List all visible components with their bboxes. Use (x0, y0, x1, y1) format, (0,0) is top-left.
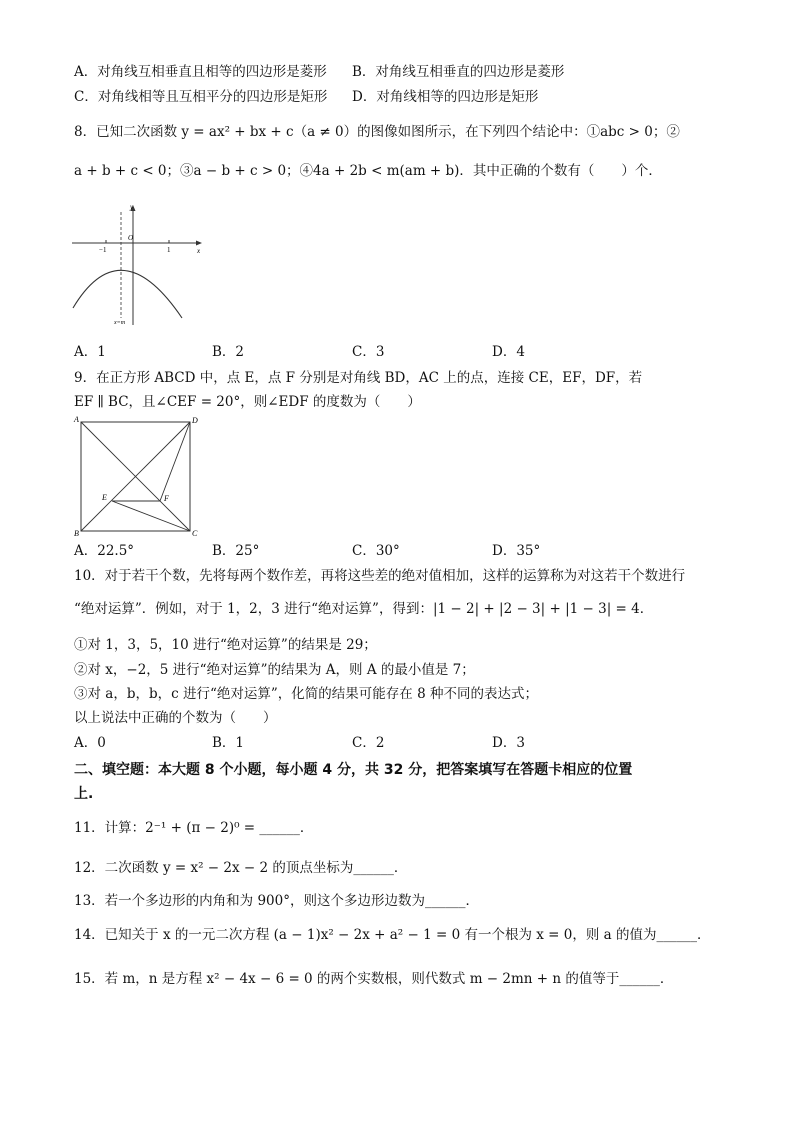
q10-statement-3: ③对 a，b，b，c 进行“绝对运算”，化简的结果可能存在 8 种不同的表达式； (74, 686, 538, 702)
section2-heading-line2: 上. (74, 786, 94, 802)
q7-option-d: D．对角线相等的四边形是矩形 (352, 89, 539, 105)
q10-option-d: D．3 (492, 735, 525, 751)
q9-label-e: E (102, 493, 107, 502)
q8-tick-1: 1 (167, 246, 171, 254)
q12-text: 12．二次函数 y = x² − 2x − 2 的顶点坐标为______． (74, 860, 408, 876)
q8-tick-neg1: −1 (99, 246, 107, 254)
q9-option-a: A．22.5° (74, 543, 135, 559)
section2-heading-line1: 二、填空题：本大题 8 个小题，每小题 4 分，共 32 分，把答案填写在答题卡相应的位置 (74, 762, 633, 778)
q7-option-c: C．对角线相等且互相平分的四边形是矩形 (74, 89, 328, 105)
q10-option-b: B．1 (212, 735, 245, 751)
q9-label-f: F (164, 494, 169, 503)
q8-origin-label: O (128, 234, 134, 242)
q8-option-a: A．1 (74, 344, 106, 360)
q13-text: 13．若一个多边形的内角和为 900°，则这个多边形边数为______． (74, 893, 479, 909)
q10-statement-2: ②对 x，−2，5 进行“绝对运算”的结果为 A，则 A 的最小值是 7； (74, 662, 475, 678)
q10-stem-line2: “绝对运算”．例如，对于 1，2，3 进行“绝对运算”，得到：|1 − 2| + |2 − 3| + |1 − 3| = 4． (74, 601, 654, 617)
q9-option-c: C．30° (352, 543, 400, 559)
q8-stem-line1: 8．已知二次函数 y = ax² + bx + c（a ≠ 0）的图像如图所示，在下列四个结论中：①abc > 0；② (74, 124, 680, 140)
q10-stem-line1: 10．对于若干个数，先将每两个数作差，再将这些差的绝对值相加，这样的运算称为对这若干个数进行 (74, 568, 686, 584)
q9-option-b: B．25° (212, 543, 260, 559)
q9-label-c: C (192, 529, 198, 538)
q8-option-b: B．2 (212, 344, 245, 360)
q8-parabola-figure (70, 200, 210, 330)
q14-text: 14．已知关于 x 的一元二次方程 (a − 1)x² − 2x + a² − 1 = 0 有一个根为 x = 0，则 a 的值为______． (74, 927, 711, 943)
q9-label-a: A (74, 415, 79, 424)
q10-statement-1: ①对 1，3，5，10 进行“绝对运算”的结果是 29； (74, 637, 377, 653)
q10-option-a: A．0 (74, 735, 106, 751)
q8-stem-line2: a + b + c < 0；③a − b + c > 0；④4a + 2b < m(am + b)．其中正确的个数有（ ）个． (74, 163, 662, 179)
q7-option-b: B．对角线互相垂直的四边形是菱形 (352, 64, 565, 80)
q11-text: 11．计算：2⁻¹ + (π − 2)⁰ = ______． (74, 820, 314, 836)
q8-x-label: x (197, 247, 201, 255)
q9-option-d: D．35° (492, 543, 541, 559)
q10-question: 以上说法中正确的个数为（ ） (74, 710, 277, 726)
q10-option-c: C．2 (352, 735, 385, 751)
q15-text: 15．若 m，n 是方程 x² − 4x − 6 = 0 的两个实数根，则代数式 m − 2mn + n 的值等于______． (74, 971, 674, 987)
q9-label-b: B (74, 529, 79, 538)
q8-y-label: y (130, 203, 134, 211)
q8-option-d: D．4 (492, 344, 525, 360)
q8-option-c: C．3 (352, 344, 385, 360)
q8-symmetry-label: x=m (114, 320, 126, 326)
q9-label-d: D (192, 416, 198, 425)
q7-option-a: A．对角线互相垂直且相等的四边形是菱形 (74, 64, 327, 80)
q9-stem-line1: 9．在正方形 ABCD 中，点 E，点 F 分别是对角线 BD，AC 上的点，连接 CE，EF，DF，若 (74, 370, 643, 386)
q9-square-figure (70, 414, 210, 540)
q9-stem-line2: EF ∥ BC，且∠CEF = 20°，则∠EDF 的度数为（ ） (74, 394, 421, 410)
